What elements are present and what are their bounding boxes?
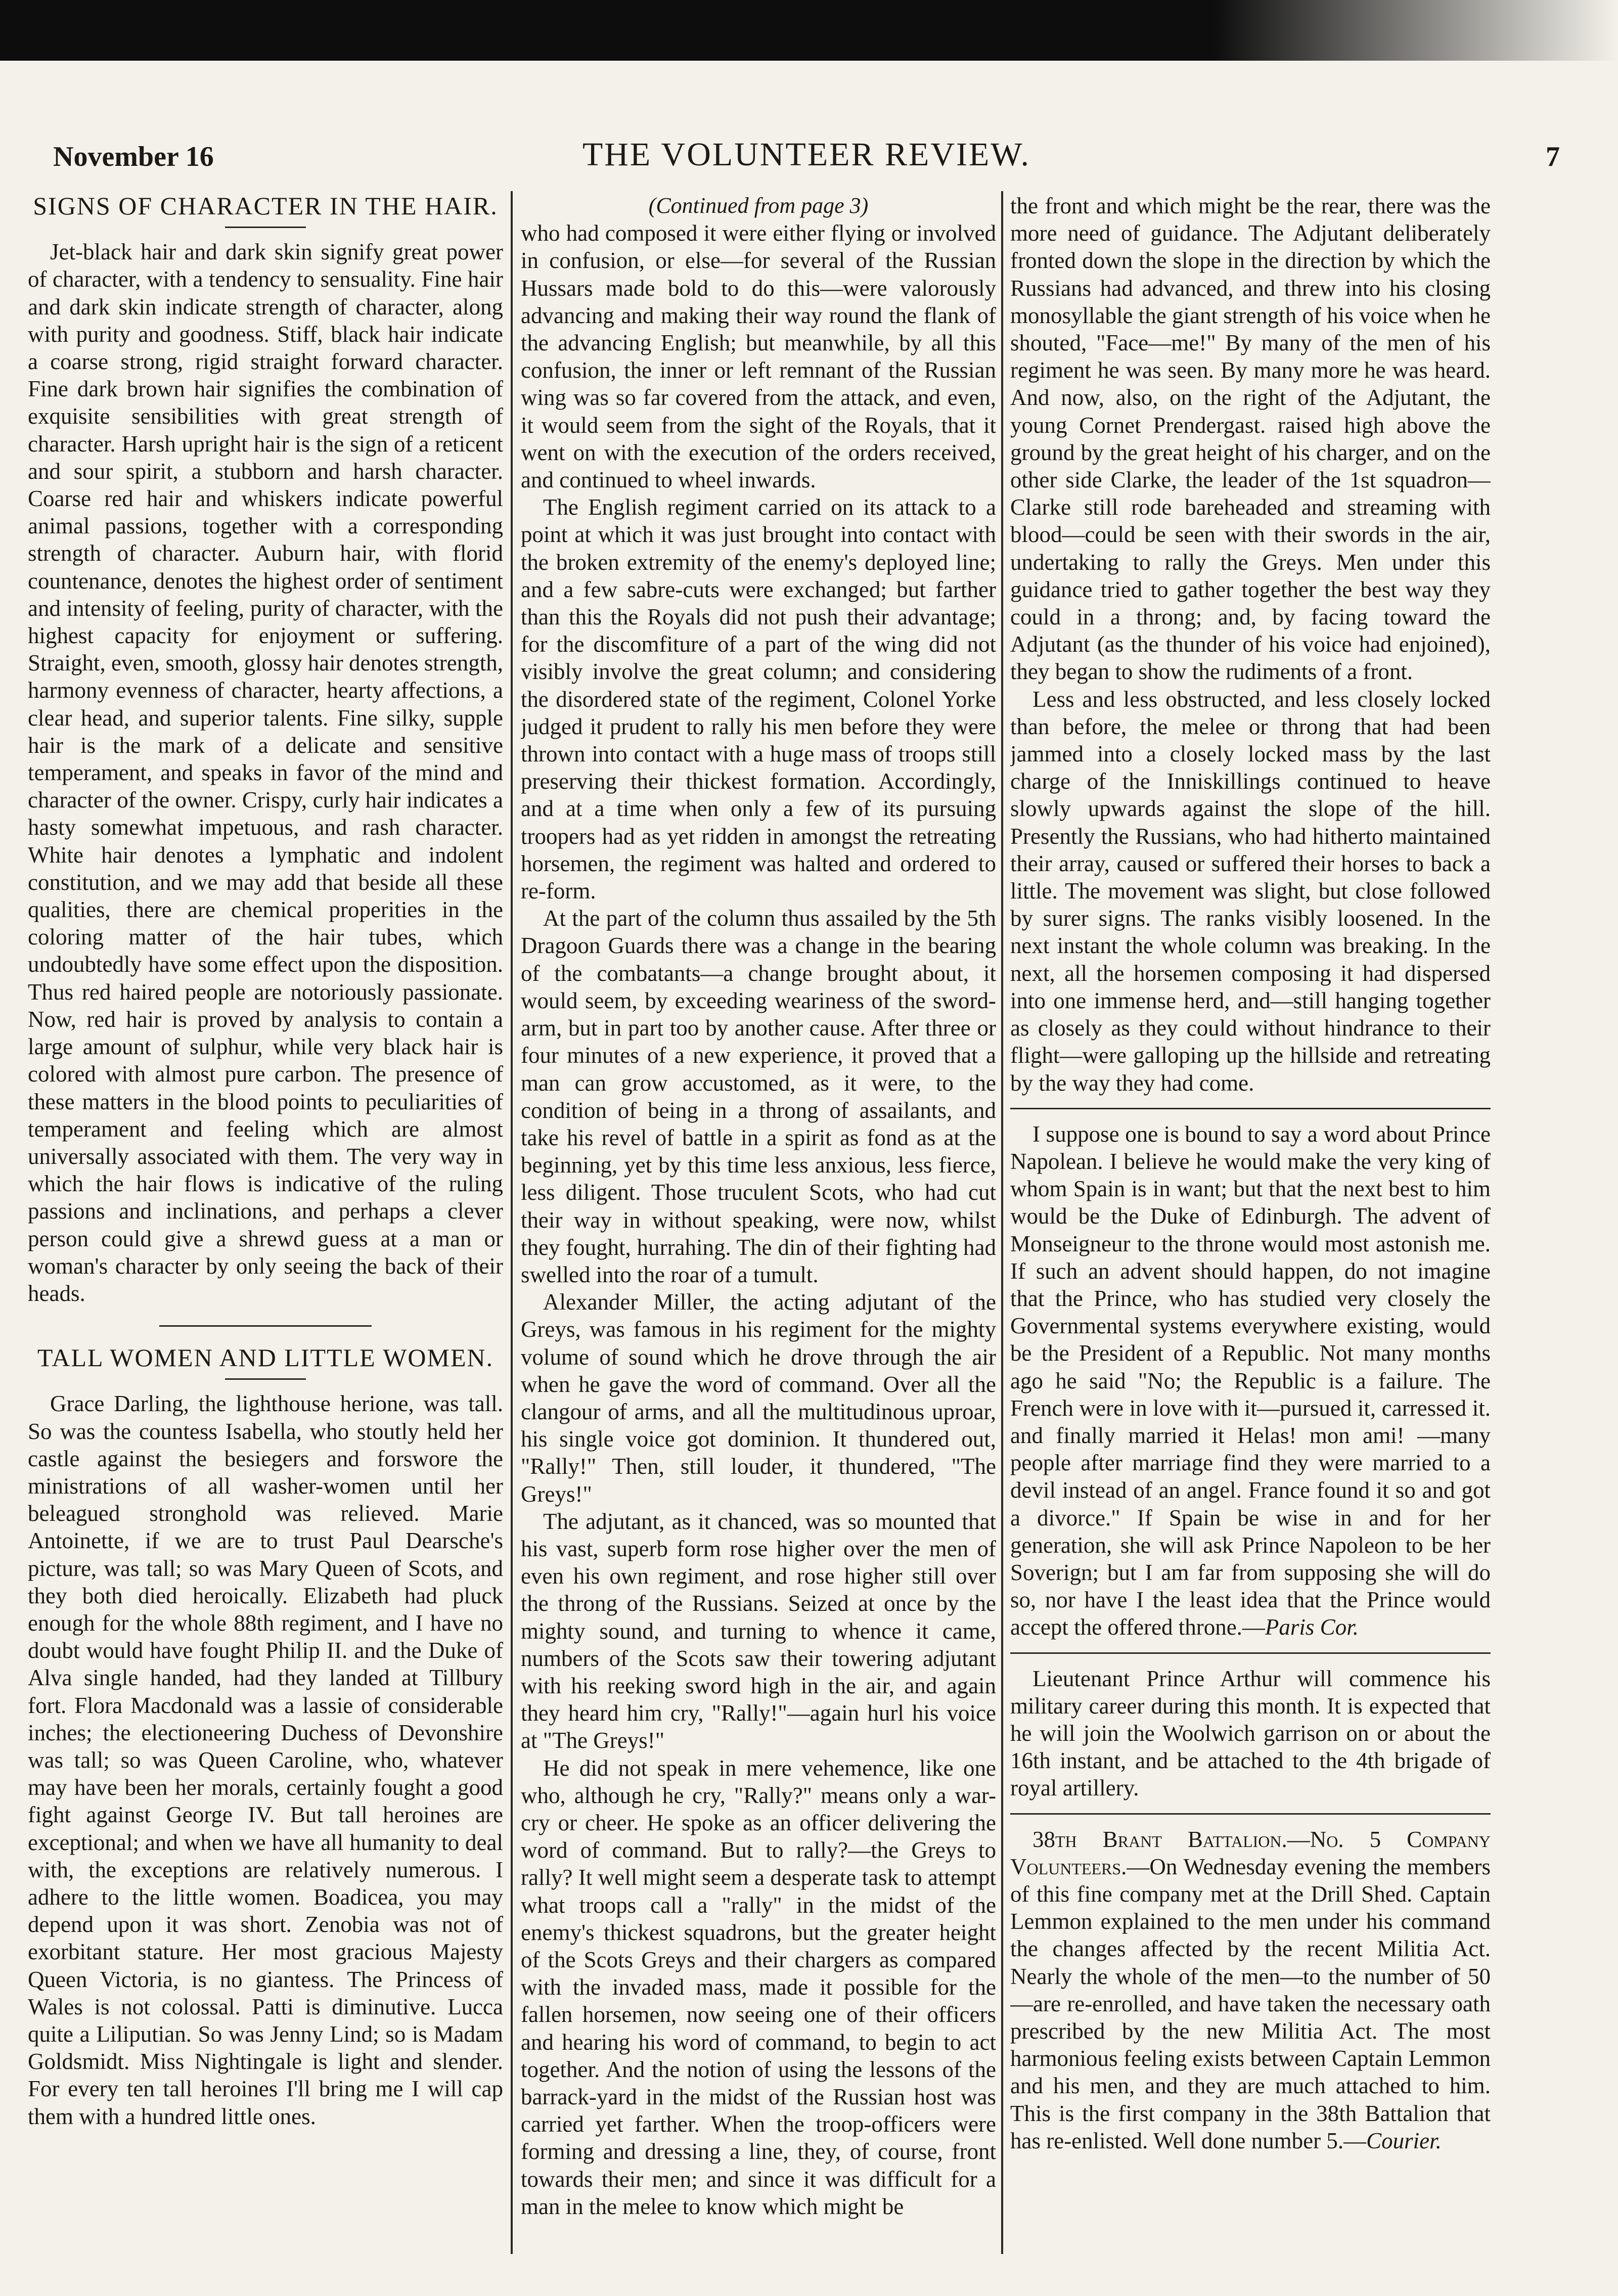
article-separator bbox=[159, 1325, 372, 1327]
column-3 bbox=[1010, 192, 1491, 2255]
column-rule-2 bbox=[1001, 191, 1003, 2254]
article-heading-hair: SIGNS OF CHARACTER IN THE HAIR. bbox=[33, 192, 498, 220]
column-2 bbox=[521, 192, 996, 2255]
article-body-brant-battalion bbox=[1010, 1826, 1491, 2154]
paragraph: Less and less obstructed, and less closely locked than before, the melee or throng that had been jammed into a closely locked mass by the last charge of the Inniskillings continued to heave slowly upwards against the slope of the hill. Presently the Russians, who had hitherto maintained their array, caused or suffered their horses to back a little. The movement was slight, but close followed by surer signs. The ranks visibly loosened. In the next instant the whole column was breaking. In the next, all the horsemen composing it had dispersed into one immense herd, and—still hanging together as closely as they could without hindrance to their flight—were galloping up the hillside and retreating by the way they had come. bbox=[1010, 686, 1491, 1096]
napoleon-text: I suppose one is bound to say a word about Prince Napolean. I believe he would make the very king of whom Spain is in want; but that the next best to him would be the Duke of Edinburgh. The advent of Monseigneur to the throne would most astonish me. If such an advent should happen, do not imagine that the Prince, who has studied very closely the Governmental systems everywhere existing, would be the President of a Republic. Not many months ago he said "No; the Republic is a failure. The French were in love with it—pursued it, carressed it. and finally married it Helas! mon ami! —many people after marriage find they were married to a devil instead of an angel. France found it so and got a divorce." If Spain be wise in and for her generation, she will ask Prince Napoleon to be her Soverign; but I am far from supposing she will do so, nor have I the least idea that the Prince would accept the offered throne.— bbox=[1010, 1121, 1491, 1640]
masthead-title: THE VOLUNTEER REVIEW. bbox=[582, 136, 1031, 173]
item-separator bbox=[1010, 1813, 1491, 1815]
paragraph: the front and which might be the rear, there was the more need of guidance. The Adjutant deliberately fronted down the slope in the direction by which the Russians had advanced, and threw into his closing monosyllable the giant strength of his voice when he shouted, "Face—me!" By many of the men of his regiment he was seen. By many more he was heard. And now, also, on the right of the Adjutant, the young Cornet Prendergast. raised high above the ground by the great height of his charger, and on the other side Clarke, the leader of the 1st squadron—Clarke still rode bareheaded and streaming with blood—could be seen with their swords in the air, undertaking to rally the Greys. Men under this guidance tried to gather together the best way they could in a throng; and, by facing toward the Adjutant (as the thunder of his voice had enjoined), they began to show the rudiments of a front. bbox=[1010, 193, 1491, 685]
article-body-napoleon bbox=[1010, 1120, 1491, 1641]
source-credit: Paris Cor. bbox=[1265, 1614, 1359, 1640]
source-credit: Courier. bbox=[1366, 2128, 1442, 2153]
page-header bbox=[53, 136, 1560, 181]
paragraph: At the part of the column thus assailed by the 5th Dragoon Guards there was a change in the bearing of the combatants—a change brought about, it would seem, by exceeding weariness of the sword-arm, but in part too by another cause. After three or four minutes of a new experience, it proved that a man can grow accustomed, as it were, to the condition of being in a throng of assailants, and take his revel of battle in a spirit as fond as at the beginning, yet by this time less anxious, less fierce, less diligent. Those truculent Scots, who had cut their way in without speaking, were now, whilst they fought, hurrahing. The din of their fighting had swelled into the roar of a tumult. bbox=[521, 906, 996, 1287]
paragraph: The adjutant, as it chanced, was so mounted that his vast, superb form rose higher over the men of even his own regiment, and rose higher still over the throng of the Russians. Seized at once by the mighty sound, and turning to whence it came, numbers of the Scots saw their towering adjutant with his reeking sword high in the air, and again they heard him cry, "Rally!"—again hurl his voice at "The Greys!" bbox=[521, 1508, 996, 1753]
paragraph: He did not speak in mere vehemence, like one who, although he cry, "Rally?" means only a war-cry or cheer. He spoke as an officer delivering the word of command. But to rally?—the Greys to rally? It well might seem a desperate task to attempt what troops call a "rally" in the midst of the enemy's thickest squadrons, but the greater height of the Scots Greys and their chargers as compared with the invaded mass, made it possible for the fallen horsemen, now seeing one of their officers and hearing his word of command, to begin to act together. And the notion of using the lessons of the barrack-yard in the midst of the Russian host was carried yet farther. When the troop-officers were forming and dressing a line, they, of course, front towards their men; and since it was difficult for a man in the melee to know which might be bbox=[521, 1755, 996, 2219]
article-body-women: Grace Darling, the lighthouse herione, was tall. So was the countess Isabella, who stoutly held her castle against the besiegers and forswore the ministrations of all washer-women until her beleagued stronghold was relieved. Marie Antoinette, if we are to trust Paul Dearsche's picture, was tall; so was Mary Queen of Scots, and they both died heroically. Elizabeth had pluck enough for the whole 88th regiment, and I have no doubt would have fought Philip II. and the Duke of Alva single handed, had they landed at Tillbury fort. Flora Macdonald was a lassie of considerable inches; the electioneering Duchess of Devonshire was tall; so was Queen Caroline, who, whatever may have been her morals, certainly fought a good fight against George IV. But tall heroines are exceptional; and when we have all humanity to deal with, the exceptions are relatively numerous. I adhere to the little women. Boadicea, you may depend upon it was short. Zenobia was not of exorbitant stature. Her most gracious Majesty Queen Victoria, is no giantess. The Princess of Wales is not colossal. Patti is diminutive. Lucca quite a Liliputian. So was Jenny Lind; so is Madam Goldsmidt. Miss Nightingale is light and slender. For every ten tall heroines I'll bring me I will cap them with a hundred little ones. bbox=[28, 1391, 503, 2129]
continued-note: (Continued from page 3) bbox=[648, 193, 869, 218]
brant-text: —On Wednesday evening the members of this fine company met at the Drill Shed. Captain Lemmon explained to the men under his command the changes affected by the recent Militia Act. Nearly the whole of the men—to the number of 50—are re-enrolled, and have taken the necessary oath prescribed by the new Militia Act. The most harmonious feeling exists between Captain Lemmon and his men, and they are much attached to him. This is the first company in the 38th Battalion that has re-enlisted. Well done number 5.— bbox=[1010, 1854, 1491, 2153]
heading-rule bbox=[225, 1378, 306, 1380]
article-body-prince-arthur: Lieutenant Prince Arthur will commence his military career during this month. It is expected that he will join the Woolwich garrison on or about the 16th instant, and be attached to the 4th brigade of royal artillery. bbox=[1010, 1665, 1491, 1801]
paragraph: The English regiment carried on its attack to a point at which it was just brought into contact with the broken extremity of the enemy's deployed line; and a few sabre-cuts were exchanged; but farther than this the Royals did not push their advantage; for the discomfiture of a part of the wing did not visibly involve the great column; and considering the disordered state of the regiment, Colonel Yorke judged it prudent to rally his men before they were thrown into contact with a huge mass of troops still preserving their thickest formation. Accordingly, and at a time when only a few of its pursuing troopers had as yet ridden in amongst the retreating horsemen, the regiment was halted and ordered to re-form. bbox=[521, 494, 996, 904]
article-body-hair: Jet-black hair and dark skin signify great power of character, with a tendency to sensuality. Fine hair and dark skin indicate strength of character, along with purity and goodness. Stiff, black hair indicate a coarse strong, rigid straight forward character. Fine dark brown hair signifies the combination of exquisite sensibilities with great strength of character. Harsh upright hair is the sign of a reticent and sour spirit, a stubborn and harsh character. Coarse red hair and whiskers indicate powerful animal passions, together with a corresponding strength of character. Auburn hair, with florid countenance, denotes the highest order of sentiment and intensity of feeling, purity of character, with the highest capacity for enjoyment or suffering. Straight, even, smooth, glossy hair denotes strength, harmony evenness of character, hearty affections, a clear head, and superior talents. Fine silky, supple hair is the mark of a delicate and sensitive temperament, and speaks in favor of the mind and character of the owner. Crispy, curly hair indicates a hasty somewhat impetuous, and rash character. White hair denotes a lymphatic and indolent constitution, and we may add that beside all these qualities, there are chemical properities in the coloring matter of the hair tubes, which undoubtedly have some effect upon the disposition. Thus red haired people are notoriously passionate. Now, red hair is proved by analysis to contain a large amount of sulphur, while very black hair is colored with almost pure carbon. The presence of these matters in the blood points to peculiarities of temperament and feeling which are almost universally associated with them. The very way in which the hair flows is indicative of the ruling passions and inclinations, and perhaps a clever person could give a shrewd guess at a man or woman's character by only seeing the back of their heads. bbox=[28, 239, 503, 1306]
heading-rule bbox=[225, 227, 306, 228]
item-lead: 38th Brant Battalion.—No. 5 Company Volunteers. bbox=[1010, 1826, 1491, 1879]
paragraph: Alexander Miller, the acting adjutant of the Greys, was famous in his regiment for the mighty volume of sound which he drove through the air when he gave the word of command. Over all the clangour of arms, and all the multitudinous uproar, his single voice got dominion. It thundered out, "Rally!" Then, still louder, it thundered, "The Greys!" bbox=[521, 1289, 996, 1507]
column-rule-1 bbox=[511, 191, 513, 2254]
column-1 bbox=[28, 192, 503, 2255]
scan-top-edge-fade bbox=[1214, 0, 1618, 61]
item-separator bbox=[1010, 1108, 1491, 1109]
article-heading-women: TALL WOMEN AND LITTLE WOMEN. bbox=[37, 1343, 494, 1372]
paragraph: who had composed it were either flying or involved in confusion, or else—for several of the Russian Hussars made bold to do this—were valorously advancing and making their way round the flank of the advancing English; but meanwhile, by all this confusion, the inner or left remnant of the Russian wing was so far covered from the attack, and even, it would seem from the sight of the Royals, that it went on with the execution of the orders received, and continued to wheel inwards. bbox=[521, 220, 996, 493]
page-number: 7 bbox=[1546, 141, 1560, 172]
issue-date: November 16 bbox=[53, 141, 214, 172]
item-separator bbox=[1010, 1652, 1491, 1654]
